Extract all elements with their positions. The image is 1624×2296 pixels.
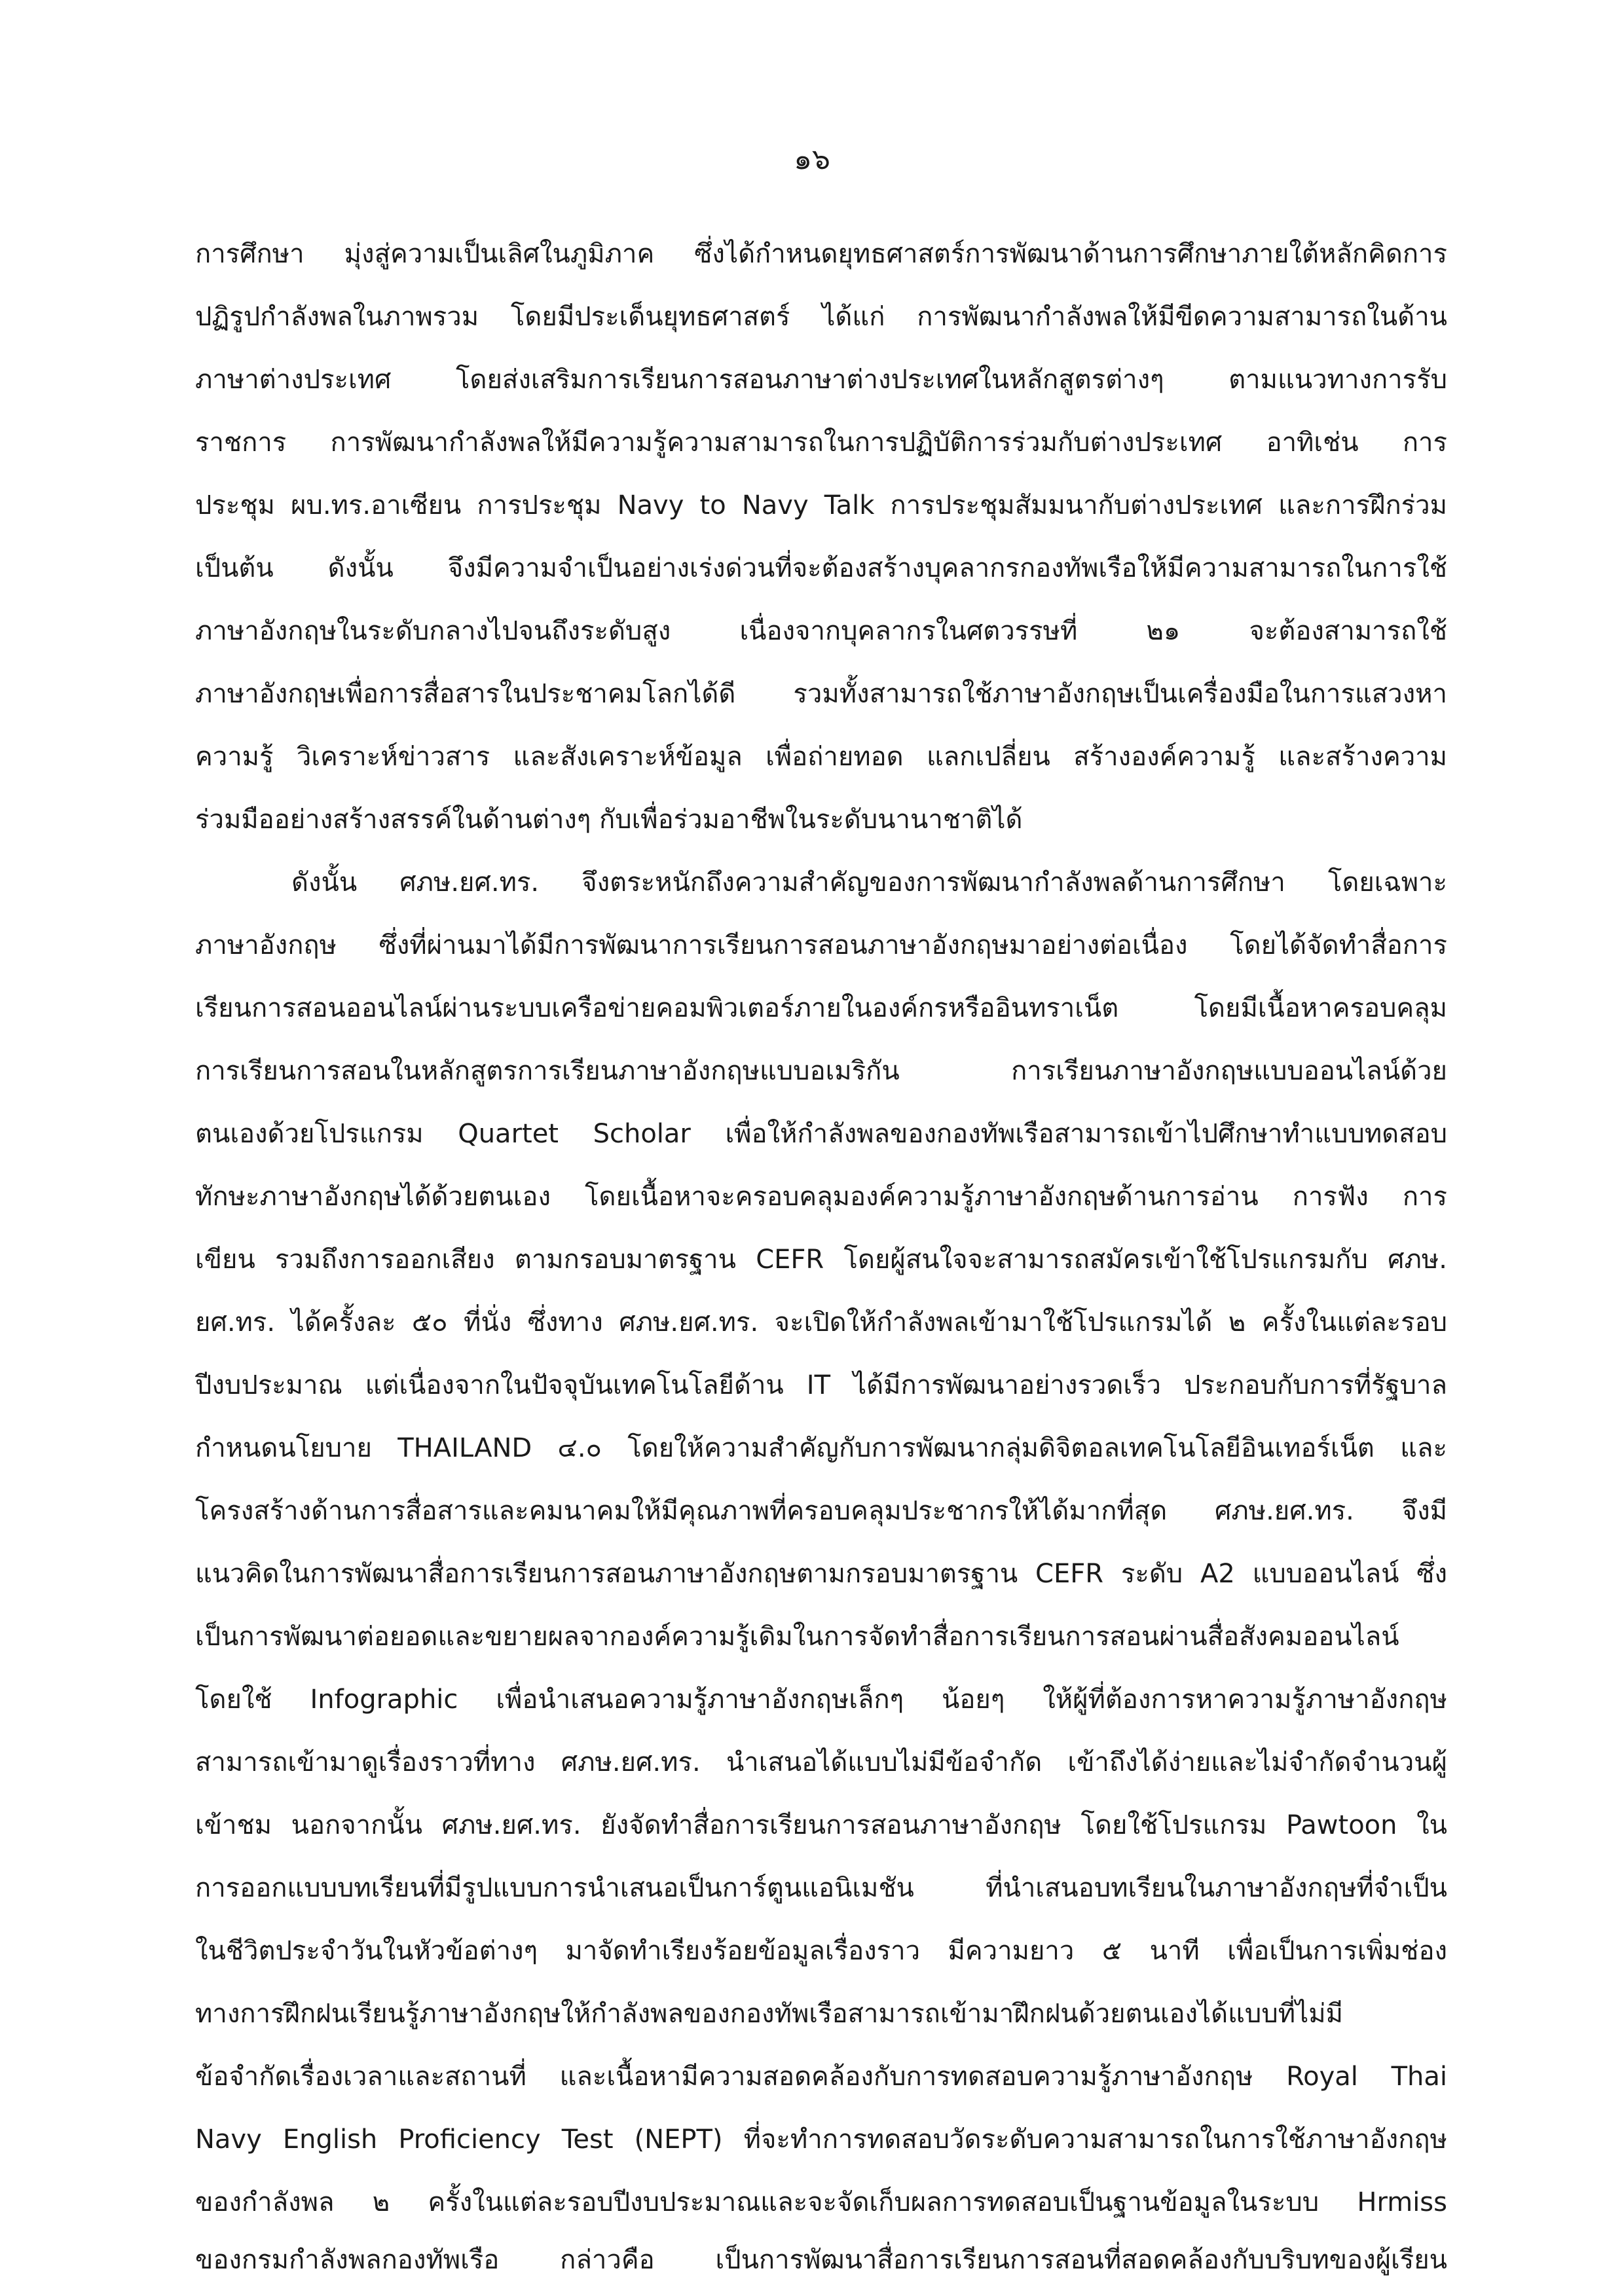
paragraph-1-line: ร่วมมืออย่างสร้างสรรค์ในด้านต่างๆ กับเพื่อร่วมอาชีพในระดับนานาชาติได้ xyxy=(195,805,1023,835)
paragraph-2-line: เข้าชม นอกจากนั้น ศภษ.ยศ.ทร. ยังจัดทำสื่อการเรียนการสอนภาษาอังกฤษ โดยใช้โปรแกรม Pawtoon ใน xyxy=(195,1810,1447,1840)
paragraph-2-line: เป็นการพัฒนาต่อยอดและขยายผลจากองค์ความรู้เดิมในการจัดทำสื่อการเรียนการสอนผ่านสื่อสังคมออนไลน์ xyxy=(195,1622,1399,1652)
paragraph-1-line: ประชุม ผบ.ทร.อาเซียน การประชุม Navy to Navy Talk การประชุมสัมมนากับต่างประเทศ และการฝึกร่วม xyxy=(195,490,1447,520)
paragraph-2-line: ของกำลังพล ๒ ครั้งในแต่ละรอบปีงบประมาณและจะจัดเก็บผลการทดสอบเป็นฐานข้อมูลในระบบ Hrmiss xyxy=(195,2187,1447,2217)
paragraph-2-line: ทักษะภาษาอังกฤษได้ด้วยตนเอง โดยเนื้อหาจะครอบคลุมองค์ความรู้ภาษาอังกฤษด้านการอ่าน การฟัง การ xyxy=(195,1182,1447,1212)
paragraph-1-line: เป็นต้น ดังนั้น จึงมีความจำเป็นอย่างเร่งด่วนที่จะต้องสร้างบุคลากรกองทัพเรือให้มีความสามารถในการใช้ xyxy=(195,553,1447,583)
paragraph-2-line: การออกแบบบทเรียนที่มีรูปแบบการนำเสนอเป็นการ์ตูนแอนิเมชัน ที่นำเสนอบทเรียนในภาษาอังกฤษที่จำเป็น xyxy=(195,1873,1447,1903)
paragraph-1-line: ภาษาอังกฤษในระดับกลางไปจนถึงระดับสูง เนื่องจากบุคลากรในศตวรรษที่ ๒๑ จะต้องสามารถใช้ xyxy=(195,616,1447,646)
paragraph-2-line: โครงสร้างด้านการสื่อสารและคมนาคมให้มีคุณภาพที่ครอบคลุมประชากรให้ได้มากที่สุด ศภษ.ยศ.ทร. จึงมี xyxy=(195,1496,1447,1526)
paragraph-2-line: กำหนดนโยบาย THAILAND ๔.๐ โดยให้ความสำคัญกับการพัฒนากลุ่มดิจิตอลเทคโนโลยีอินเทอร์เน็ต และ xyxy=(195,1433,1447,1463)
paragraph-1-line: ภาษาต่างประเทศ โดยส่งเสริมการเรียนการสอนภาษาต่างประเทศในหลักสูตรต่างๆ ตามแนวทางการรับ xyxy=(195,365,1447,395)
paragraph-2-line: ปีงบประมาณ แต่เนื่องจากในปัจจุบันเทคโนโลยีด้าน IT ได้มีการพัฒนาอย่างรวดเร็ว ประกอบกับการที่รัฐบาล xyxy=(195,1370,1447,1400)
paragraph-2-line: ของกรมกำลังพลกองทัพเรือ กล่าวคือ เป็นการพัฒนาสื่อการเรียนการสอนที่สอดคล้องกับบริบทของผู้เรียน xyxy=(195,2245,1447,2275)
paragraph-1-line: การศึกษา มุ่งสู่ความเป็นเลิศในภูมิภาค ซึ่งได้กำหนดยุทธศาสตร์การพัฒนาด้านการศึกษาภายใต้หลักคิดการ xyxy=(195,239,1447,269)
paragraph-2-line: แนวคิดในการพัฒนาสื่อการเรียนการสอนภาษาอังกฤษตามกรอบมาตรฐาน CEFR ระดับ A2 แบบออนไลน์ ซึ่ง xyxy=(195,1559,1447,1589)
paragraph-2-line: เขียน รวมถึงการออกเสียง ตามกรอบมาตรฐาน CEFR โดยผู้สนใจจะสามารถสมัครเข้าใช้โปรแกรมกับ ศภษ. xyxy=(195,1245,1447,1275)
paragraph-2-line: ยศ.ทร. ได้ครั้งละ ๕๐ ที่นั่ง ซึ่งทาง ศภษ.ยศ.ทร. จะเปิดให้กำลังพลเข้ามาใช้โปรแกรมได้ ๒ ครั้งในแต่ละรอบ xyxy=(195,1307,1447,1338)
paragraph-1-line: ภาษาอังกฤษเพื่อการสื่อสารในประชาคมโลกได้ดี รวมทั้งสามารถใช้ภาษาอังกฤษเป็นเครื่องมือในการแสวงหา xyxy=(195,679,1447,709)
paragraph-2-line: เรียนการสอนออนไลน์ผ่านระบบเครือข่ายคอมพิวเตอร์ภายในองค์กรหรืออินทราเน็ต โดยมีเนื้อหาครอบคลุม xyxy=(195,993,1447,1023)
page-number: ๑๖ xyxy=(794,143,830,176)
paragraph-2-line: ตนเองด้วยโปรแกรม Quartet Scholar เพื่อให้กำลังพลของกองทัพเรือสามารถเข้าไปศึกษาทำแบบทดสอบ xyxy=(195,1119,1447,1149)
paragraph-2-line: สามารถเข้ามาดูเรื่องราวที่ทาง ศภษ.ยศ.ทร. นำเสนอได้แบบไม่มีข้อจำกัด เข้าถึงได้ง่ายและไม่จำกัดจำนวนผู้ xyxy=(195,1747,1447,1777)
paragraph-2-line: โดยใช้ Infographic เพื่อนำเสนอความรู้ภาษาอังกฤษเล็กๆ น้อยๆ ให้ผู้ที่ต้องการหาความรู้ภาษาอังกฤษ xyxy=(195,1685,1447,1715)
paragraph-1-line: ราชการ การพัฒนากำลังพลให้มีความรู้ความสามารถในการปฏิบัติการร่วมกับต่างประเทศ อาทิเช่น การ xyxy=(195,428,1447,458)
paragraph-2-line: ทางการฝึกฝนเรียนรู้ภาษาอังกฤษให้กำลังพลของกองทัพเรือสามารถเข้ามาฝึกฝนด้วยตนเองได้แบบที่ไม่มี xyxy=(195,1999,1343,2029)
paragraph-2-line: ดังนั้น ศภษ.ยศ.ทร. จึงตระหนักถึงความสำคัญของการพัฒนากำลังพลด้านการศึกษา โดยเฉพาะ xyxy=(291,867,1447,898)
paragraph-2-line: ในชีวิตประจำวันในหัวข้อต่างๆ มาจัดทำเรียงร้อยข้อมูลเรื่องราว มีความยาว ๕ นาที เพื่อเป็นการเพิ่มช่อง xyxy=(195,1936,1447,1966)
paragraph-2-line: ภาษาอังกฤษ ซึ่งที่ผ่านมาได้มีการพัฒนาการเรียนการสอนภาษาอังกฤษมาอย่างต่อเนื่อง โดยได้จัดทำสื่อการ xyxy=(195,930,1447,960)
paragraph-1-line: ความรู้ วิเคราะห์ข่าวสาร และสังเคราะห์ข้อมูล เพื่อถ่ายทอด แลกเปลี่ยน สร้างองค์ความรู้ และสร้างความ xyxy=(195,742,1447,772)
paragraph-2-line: ข้อจำกัดเรื่องเวลาและสถานที่ และเนื้อหามีความสอดคล้องกับการทดสอบความรู้ภาษาอังกฤษ Royal Thai xyxy=(195,2062,1447,2092)
paragraph-2-line: การเรียนการสอนในหลักสูตรการเรียนภาษาอังกฤษแบบอเมริกัน การเรียนภาษาอังกฤษแบบออนไลน์ด้วย xyxy=(195,1056,1447,1086)
paragraph-1-line: ปฏิรูปกำลังพลในภาพรวม โดยมีประเด็นยุทธศาสตร์ ได้แก่ การพัฒนากำลังพลให้มีขีดความสามารถในด้าน xyxy=(195,302,1447,332)
paragraph-2-line: Navy English Proficiency Test (NEPT) ที่จะทำการทดสอบวัดระดับความสามารถในการใช้ภาษาอังกฤษ xyxy=(195,2124,1447,2155)
